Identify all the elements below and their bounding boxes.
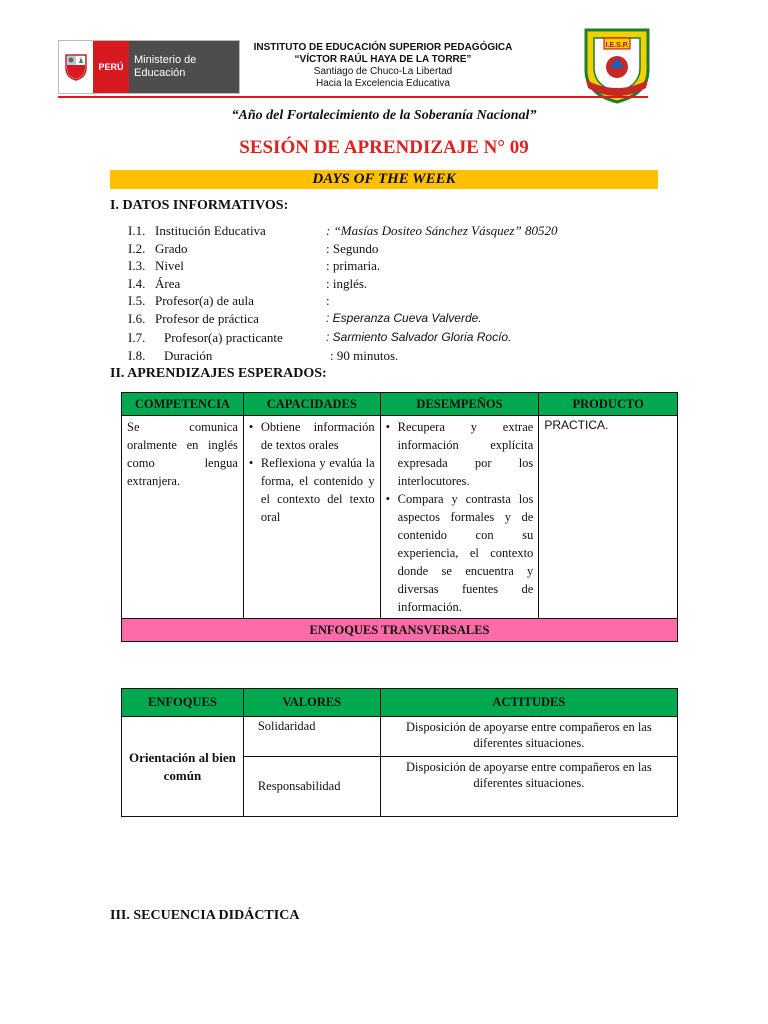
- enfoques-title: ENFOQUES TRANSVERSALES: [122, 619, 678, 642]
- info-value: : Segundo: [326, 241, 379, 256]
- col-header: COMPETENCIA: [122, 393, 244, 416]
- info-num: I.5.: [128, 293, 146, 308]
- info-label: Área: [155, 276, 181, 291]
- col-header: ACTITUDES: [380, 689, 677, 717]
- info-value: : 90 minutos.: [330, 348, 399, 363]
- actitud-cell: Disposición de apoyarse entre compañeros en las diferentes situaciones.: [380, 717, 677, 757]
- table-row: [122, 416, 678, 619]
- section-heading-secuencia: III. SECUENCIA DIDÁCTICA: [110, 908, 300, 923]
- enfoques-table: [121, 688, 678, 817]
- institute-line: Santiago de Chuco-La Libertad: [313, 66, 453, 77]
- info-num: I.3.: [128, 258, 146, 273]
- info-label: Duración: [164, 348, 213, 363]
- producto-cell: PRACTICA.: [539, 416, 678, 619]
- info-value: : Esperanza Cueva Valverde.: [326, 311, 482, 325]
- valor-cell: Responsabilidad: [243, 757, 380, 817]
- col-header: DESEMPEÑOS: [380, 393, 539, 416]
- info-label: Institución Educativa: [155, 223, 266, 238]
- section-heading-aprendizajes: II. APRENDIZAJES ESPERADOS:: [110, 366, 327, 381]
- institute-line: INSTITUTO DE EDUCACIÓN SUPERIOR PEDAGÓGICA: [253, 42, 513, 53]
- col-header: ENFOQUES: [122, 689, 244, 717]
- col-header: CAPACIDADES: [243, 393, 380, 416]
- col-header: PRODUCTO: [539, 393, 678, 416]
- desempeno-item: • Compara y contrasta los aspectos formales y de contenido con su experiencia, el contexto donde se encuentra y diversas fuentes de información.: [384, 490, 534, 616]
- info-label: Profesor(a) practicante: [164, 330, 283, 345]
- institute-crest-icon: [580, 24, 654, 104]
- col-header: VALORES: [243, 689, 380, 717]
- info-num: I.8.: [128, 348, 146, 363]
- topic-banner: DAYS OF THE WEEK: [110, 170, 658, 189]
- desempeno-item: • Recupera y extrae información explícita expresada por los interlocutores.: [384, 418, 534, 490]
- page-title: SESIÓN DE APRENDIZAJE N° 09: [239, 137, 529, 158]
- capacidad-item: • Obtiene información de textos orales: [247, 418, 375, 454]
- table-row: [122, 717, 678, 757]
- header-divider: [58, 96, 648, 98]
- info-value: : inglés.: [326, 276, 368, 291]
- svg-text:I.E.S.P.: I.E.S.P.: [605, 42, 629, 49]
- aprendizajes-table: [121, 392, 678, 642]
- capacidad-item: • Reflexiona y evalúa la forma, el contenido y el contexto del texto oral: [247, 454, 375, 526]
- info-num: I.4.: [128, 276, 146, 291]
- ministry-label: Ministerio de Educación: [129, 41, 239, 93]
- info-num: I.1.: [128, 223, 146, 238]
- info-value: : primaria.: [326, 258, 381, 273]
- desempenos-cell: [380, 416, 539, 619]
- info-label: Profesor(a) de aula: [155, 293, 254, 308]
- info-value: : Sarmiento Salvador Gloria Rocío.: [326, 330, 512, 344]
- institute-line: Hacia la Excelencia Educativa: [316, 78, 450, 89]
- info-label: Nivel: [155, 258, 184, 273]
- enfoques-title-row: [122, 619, 678, 642]
- section-heading-datos: I. DATOS INFORMATIVOS:: [110, 198, 289, 213]
- info-num: I.2.: [128, 241, 146, 256]
- ministry-logo: [58, 40, 240, 94]
- competencia-cell: Se comunica oralmente en inglés como lengua extranjera.: [122, 416, 244, 619]
- institute-line: “VÍCTOR RAÚL HAYA DE LA TORRE”: [294, 54, 472, 65]
- peru-shield-icon: [59, 41, 93, 93]
- info-label: Grado: [155, 241, 188, 256]
- info-num: I.6.: [128, 311, 146, 326]
- info-value: : “Masías Dositeo Sánchez Vásquez” 80520: [326, 223, 558, 238]
- institute-name: [238, 42, 528, 90]
- info-label: Profesor de práctica: [155, 311, 259, 326]
- table-header-row: [122, 393, 678, 416]
- info-num: I.7.: [128, 330, 146, 345]
- enfoques-header-row: [122, 689, 678, 717]
- peru-label: PERÚ: [93, 41, 129, 93]
- capacidades-cell: [243, 416, 380, 619]
- valor-cell: Solidaridad: [243, 717, 380, 757]
- actitud-cell: Disposición de apoyarse entre compañeros en las diferentes situaciones.: [380, 757, 677, 817]
- year-motto: “Año del Fortalecimiento de la Soberanía Nacional”: [231, 108, 537, 123]
- info-value: :: [326, 293, 330, 308]
- enfoque-cell: Orientación al bien común: [122, 717, 244, 817]
